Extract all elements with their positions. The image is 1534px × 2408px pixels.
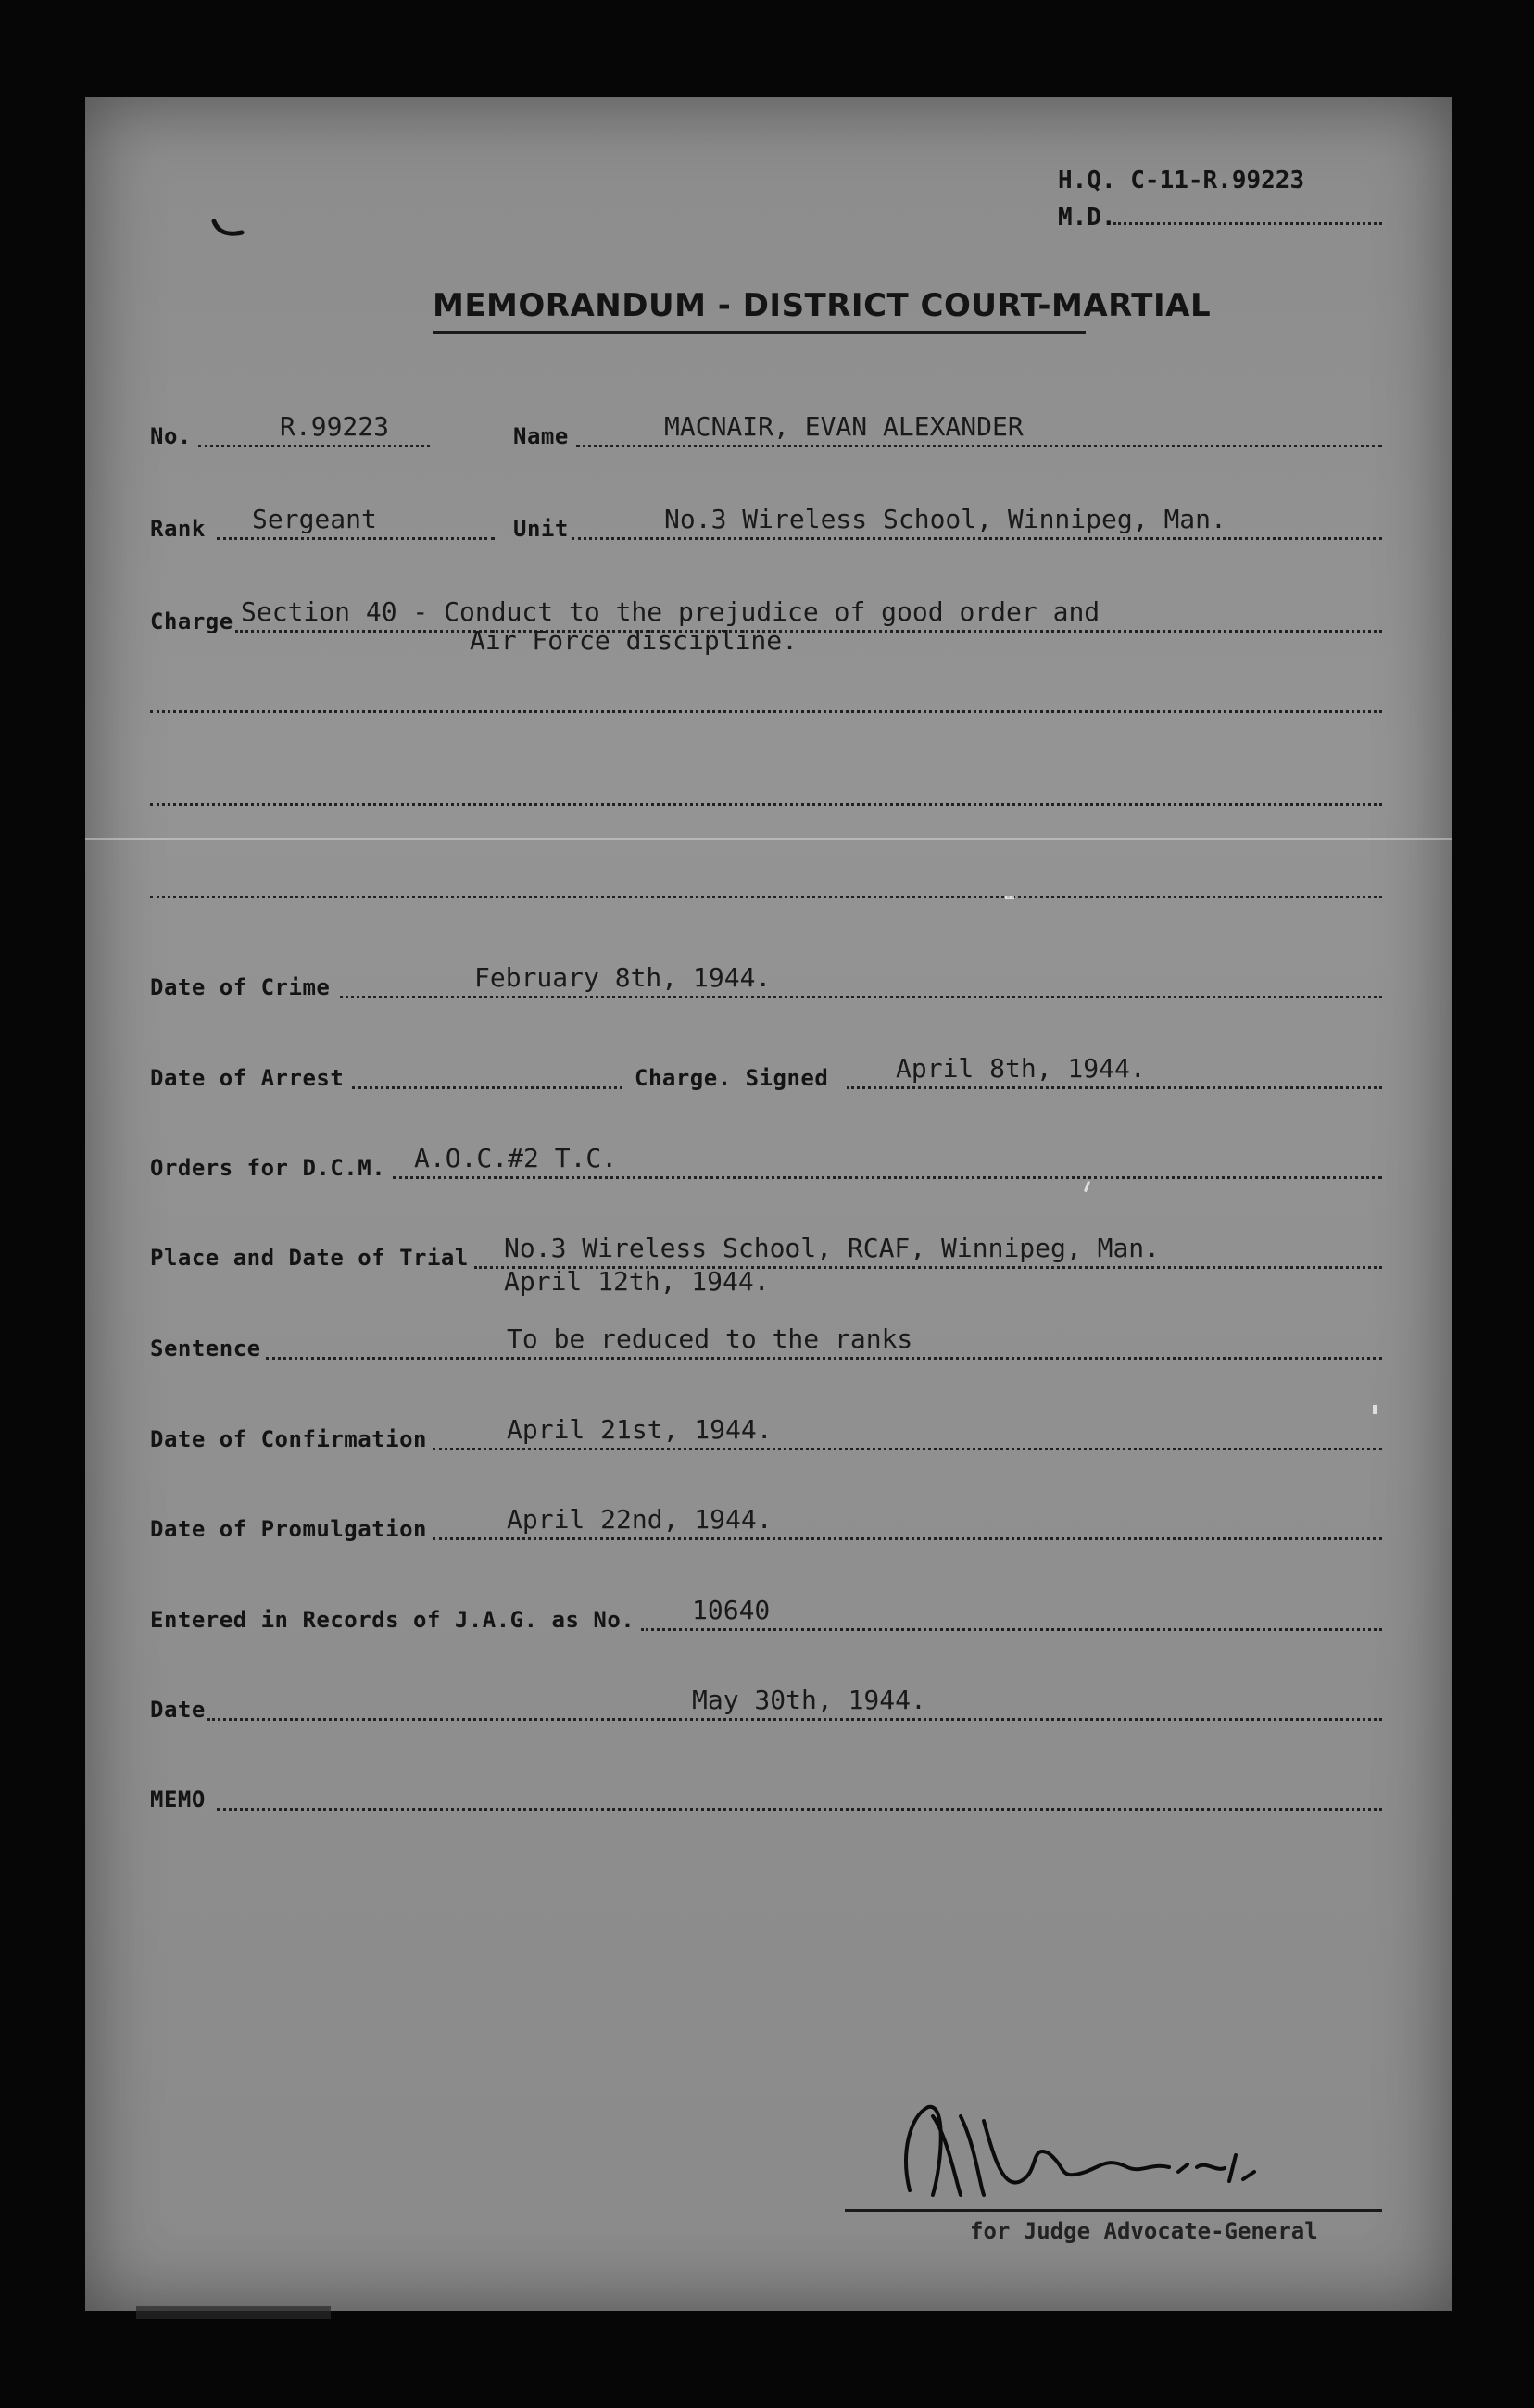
charge-signed-line xyxy=(847,1086,1382,1089)
no-line xyxy=(198,445,430,447)
date-label: Date xyxy=(150,1697,206,1723)
rank-label: Rank xyxy=(150,516,206,542)
charge-text-line-2: Air Force discipline. xyxy=(470,625,798,656)
signature-caption: for Judge Advocate-General xyxy=(970,2218,1318,2244)
charge-blank-line-2 xyxy=(150,803,1382,806)
name-line xyxy=(576,445,1382,447)
row-trial xyxy=(150,1234,1382,1271)
jag-label: Entered in Records of J.A.G. as No. xyxy=(150,1607,635,1633)
rank-value: Sergeant xyxy=(252,504,377,534)
date-of-crime-value: February 8th, 1944. xyxy=(474,962,772,993)
document-title: MEMORANDUM - DISTRICT COURT-MARTIAL xyxy=(433,287,1212,324)
paper-speck xyxy=(1084,1181,1090,1192)
date-of-crime-label: Date of Crime xyxy=(150,974,331,1000)
sentence-label: Sentence xyxy=(150,1336,261,1361)
unit-value: No.3 Wireless School, Winnipeg, Man. xyxy=(664,504,1226,534)
charge-signed-value: April 8th, 1944. xyxy=(896,1053,1146,1084)
date-of-crime-line xyxy=(340,996,1382,998)
row-memo xyxy=(150,1775,1382,1812)
name-label: Name xyxy=(513,423,569,449)
title-underline xyxy=(433,331,1086,334)
orders-value: A.O.C.#2 T.C. xyxy=(414,1143,618,1173)
unit-line xyxy=(572,537,1382,540)
row-date-of-crime xyxy=(150,963,1382,1000)
unit-label: Unit xyxy=(513,516,569,542)
charge-blank-line-3 xyxy=(150,896,1382,898)
row-orders-dcm xyxy=(150,1144,1382,1181)
sentence-value: To be reduced to the ranks xyxy=(507,1323,913,1354)
jag-record-number: 10640 xyxy=(692,1595,771,1625)
row-number-name xyxy=(150,412,1382,449)
row-jag-record xyxy=(150,1596,1382,1633)
jag-line xyxy=(641,1628,1382,1631)
paper-fold xyxy=(85,838,1452,840)
paper-mark xyxy=(210,218,247,245)
promulgation-line xyxy=(433,1537,1382,1540)
hq-reference: H.Q. C-11-R.99223 xyxy=(1058,167,1305,194)
charge-text-line-1: Section 40 - Conduct to the prejudice of good order and xyxy=(241,596,1100,627)
paper-speck xyxy=(1373,1405,1377,1414)
promulgation-value: April 22nd, 1944. xyxy=(507,1504,773,1535)
memo-label: MEMO xyxy=(150,1787,206,1812)
memorandum-sheet xyxy=(85,97,1452,2311)
promulgation-label: Date of Promulgation xyxy=(150,1516,427,1542)
md-reference-line xyxy=(1113,222,1382,225)
orders-label: Orders for D.C.M. xyxy=(150,1155,386,1181)
orders-line xyxy=(393,1176,1382,1179)
row-promulgation xyxy=(150,1505,1382,1542)
row-date-of-arrest xyxy=(150,1054,1382,1091)
faded-stamp xyxy=(136,2306,331,2319)
service-number: R.99223 xyxy=(280,411,390,442)
row-sentence xyxy=(150,1324,1382,1361)
charge-line xyxy=(235,630,1382,633)
charge-blank-line-1 xyxy=(150,710,1382,713)
confirmation-line xyxy=(433,1448,1382,1450)
no-label: No. xyxy=(150,423,192,449)
charge-signed-label: Charge. Signed xyxy=(635,1065,829,1091)
confirmation-label: Date of Confirmation xyxy=(150,1426,427,1452)
rank-line xyxy=(217,537,495,540)
signature-line xyxy=(845,2209,1382,2212)
handwritten-signature xyxy=(891,2079,1299,2218)
charge-label: Charge xyxy=(150,608,233,634)
row-confirmation xyxy=(150,1415,1382,1452)
trial-date: April 12th, 1944. xyxy=(504,1266,770,1297)
trial-place: No.3 Wireless School, RCAF, Winnipeg, Man. xyxy=(504,1233,1161,1263)
row-date xyxy=(150,1686,1382,1723)
md-reference: M.D. xyxy=(1058,204,1116,232)
trial-label: Place and Date of Trial xyxy=(150,1245,469,1271)
sentence-line xyxy=(266,1357,1382,1360)
date-value: May 30th, 1944. xyxy=(692,1685,926,1715)
date-line xyxy=(207,1718,1382,1721)
date-of-arrest-label: Date of Arrest xyxy=(150,1065,345,1091)
member-name: MACNAIR, EVAN ALEXANDER xyxy=(664,411,1024,442)
memo-line xyxy=(217,1808,1382,1811)
paper-speck xyxy=(1005,896,1014,899)
date-of-arrest-line xyxy=(352,1086,622,1089)
confirmation-value: April 21st, 1944. xyxy=(507,1414,773,1445)
row-rank-unit xyxy=(150,505,1382,542)
